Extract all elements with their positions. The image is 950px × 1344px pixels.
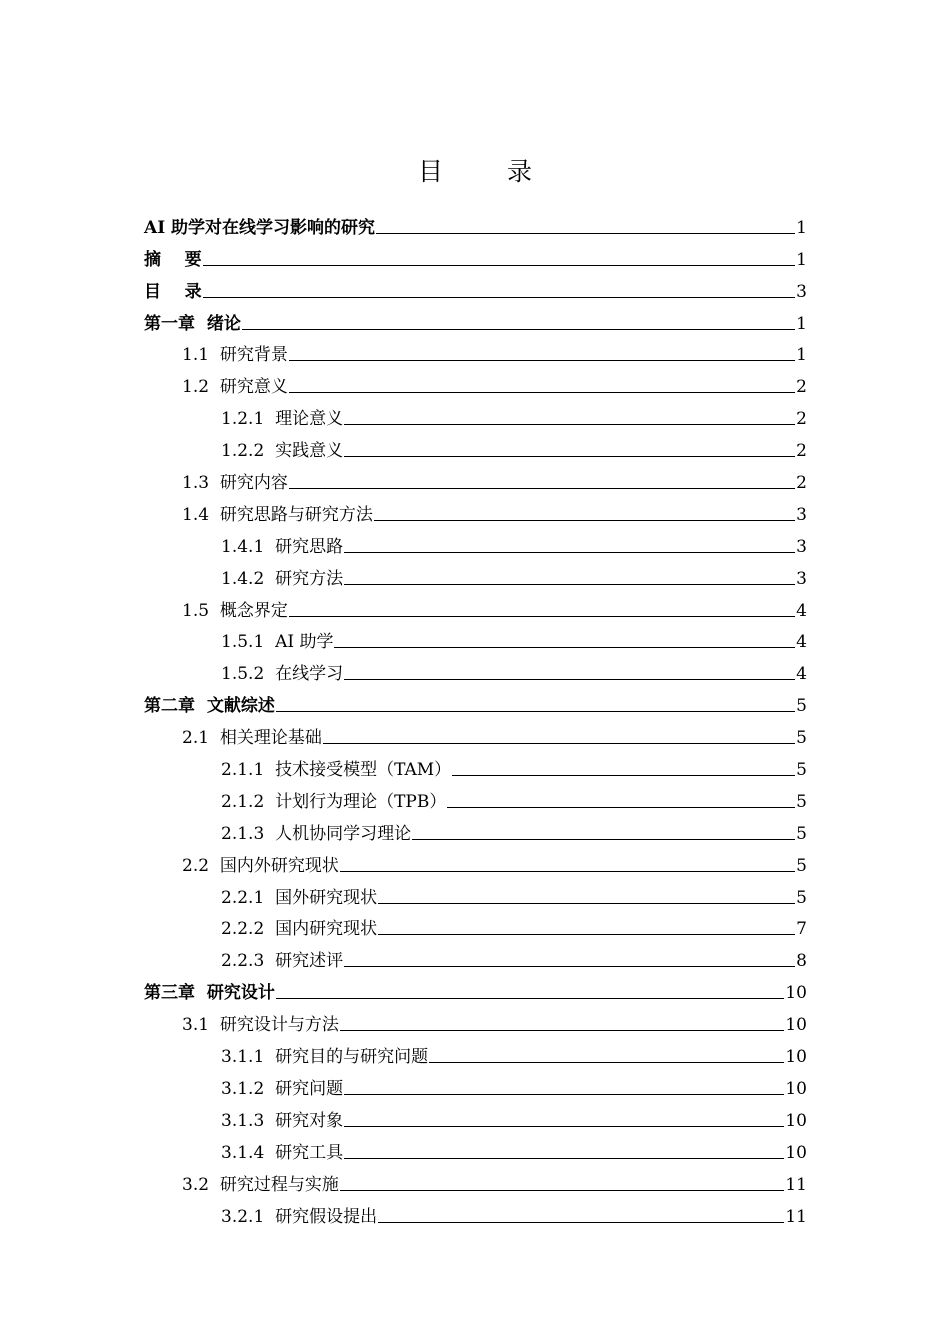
toc-entry[interactable] <box>144 971 807 1003</box>
toc-entry[interactable] <box>144 876 807 908</box>
toc-entry-page-number: 11 <box>785 1206 807 1227</box>
toc-entry[interactable] <box>144 1035 807 1067</box>
toc-leader-line <box>203 297 795 298</box>
toc-entry-label: 3.1 研究设计与方法 <box>182 1015 339 1036</box>
toc-entry-label: 1.5.1 AI 助学 <box>221 632 334 653</box>
toc-entry[interactable] <box>144 589 807 621</box>
toc-leader-line <box>242 329 795 330</box>
toc-entry-page-number: 10 <box>785 983 807 1004</box>
toc-entry-label: 目 录 <box>144 281 202 302</box>
toc-entry-label: 第三章 研究设计 <box>144 983 275 1004</box>
toc-entry-label: 1.4.1 研究思路 <box>221 536 344 557</box>
toc-entry[interactable] <box>144 270 807 302</box>
toc-entry-label: 2.1.2 计划行为理论（TPB） <box>221 791 447 812</box>
toc-leader-line <box>289 616 795 617</box>
toc-leader-line <box>340 1190 785 1191</box>
toc-entry-page-number: 10 <box>785 1015 807 1036</box>
toc-entry-page-number: 2 <box>796 441 807 462</box>
toc-entry[interactable] <box>144 302 807 334</box>
toc-entry-page-number: 5 <box>796 823 807 844</box>
toc-entry-label: 2.1.1 技术接受模型（TAM） <box>221 760 452 781</box>
toc-entry-page-number: 3 <box>796 504 807 525</box>
toc-leader-line <box>344 1158 784 1159</box>
toc-entry[interactable] <box>144 1195 807 1227</box>
toc-entry-label: 第二章 文献综述 <box>144 696 275 717</box>
toc-entry-page-number: 5 <box>796 855 807 876</box>
toc-entry-page-number: 5 <box>796 728 807 749</box>
toc-leader-line <box>447 807 795 808</box>
toc-entry[interactable] <box>144 397 807 429</box>
toc-entry[interactable] <box>144 939 807 971</box>
toc-entry-label: 1.2.2 实践意义 <box>221 441 344 462</box>
toc-entry-label: 第一章 绪论 <box>144 313 241 334</box>
toc-entry-page-number: 10 <box>785 1078 807 1099</box>
toc-entry-label: 2.2.2 国内研究现状 <box>221 919 378 940</box>
toc-entry[interactable] <box>144 716 807 748</box>
toc-entry-page-number: 10 <box>785 1110 807 1131</box>
toc-leader-line <box>452 775 795 776</box>
toc-entry-label: 2.1.3 人机协同学习理论 <box>221 823 412 844</box>
toc-entry-page-number: 11 <box>785 1174 807 1195</box>
toc-entry-label: 2.1 相关理论基础 <box>182 728 322 749</box>
toc-entry[interactable] <box>144 1099 807 1131</box>
toc-entry-page-number: 3 <box>796 281 807 302</box>
toc-leader-line <box>376 233 795 234</box>
toc-entry[interactable] <box>144 684 807 716</box>
toc-leader-line <box>344 679 795 680</box>
toc-leader-line <box>276 998 785 999</box>
toc-entry-page-number: 4 <box>796 664 807 685</box>
toc-entry-page-number: 3 <box>796 536 807 557</box>
toc-entry-label: 1.5 概念界定 <box>182 600 288 621</box>
toc-entry-label: 摘 要 <box>144 249 202 270</box>
toc-leader-line <box>344 456 795 457</box>
toc-entry[interactable] <box>144 206 807 238</box>
toc-entry-label: 1.4.2 研究方法 <box>221 568 344 589</box>
table-of-contents <box>144 206 807 1227</box>
toc-entry[interactable] <box>144 1003 807 1035</box>
toc-entry[interactable] <box>144 908 807 940</box>
toc-entry-page-number: 10 <box>785 1047 807 1068</box>
toc-leader-line <box>334 647 795 648</box>
toc-entry[interactable] <box>144 493 807 525</box>
toc-entry[interactable] <box>144 1131 807 1163</box>
toc-entry[interactable] <box>144 365 807 397</box>
toc-entry[interactable] <box>144 334 807 366</box>
toc-entry-page-number: 1 <box>796 313 807 334</box>
toc-entry[interactable] <box>144 1163 807 1195</box>
toc-entry-label: 3.1.1 研究目的与研究问题 <box>221 1047 429 1068</box>
toc-leader-line <box>378 903 795 904</box>
page-title: 目 录 <box>418 157 560 186</box>
toc-leader-line <box>289 392 795 393</box>
toc-entry-label: 2.2.1 国外研究现状 <box>221 887 378 908</box>
toc-entry-label: 3.1.4 研究工具 <box>221 1142 344 1163</box>
toc-leader-line <box>203 265 795 266</box>
toc-leader-line <box>323 743 795 744</box>
toc-leader-line <box>289 360 795 361</box>
toc-leader-line <box>344 1094 784 1095</box>
toc-entry-page-number: 1 <box>796 345 807 366</box>
toc-entry-page-number: 5 <box>796 760 807 781</box>
toc-leader-line <box>378 934 795 935</box>
toc-entry-page-number: 1 <box>796 217 807 238</box>
toc-leader-line <box>344 424 795 425</box>
toc-leader-line <box>378 1222 784 1223</box>
toc-entry-page-number: 4 <box>796 632 807 653</box>
toc-entry-page-number: 2 <box>796 409 807 430</box>
toc-entry-label: 3.2.1 研究假设提出 <box>221 1206 378 1227</box>
toc-leader-line <box>374 520 795 521</box>
toc-entry-label: 1.3 研究内容 <box>182 473 288 494</box>
toc-entry-label: 1.2.1 理论意义 <box>221 409 344 430</box>
toc-entry-page-number: 7 <box>796 919 807 940</box>
toc-entry[interactable] <box>144 812 807 844</box>
toc-entry-page-number: 8 <box>796 951 807 972</box>
toc-entry-label: 3.1.3 研究对象 <box>221 1110 344 1131</box>
toc-entry-page-number: 5 <box>796 791 807 812</box>
toc-leader-line <box>289 488 795 489</box>
toc-entry[interactable] <box>144 780 807 812</box>
toc-leader-line <box>340 871 795 872</box>
toc-entry[interactable] <box>144 621 807 653</box>
toc-leader-line <box>344 1126 784 1127</box>
toc-leader-line <box>429 1062 784 1063</box>
toc-entry[interactable] <box>144 429 807 461</box>
toc-entry-label: 1.5.2 在线学习 <box>221 664 344 685</box>
toc-leader-line <box>344 966 795 967</box>
toc-entry[interactable] <box>144 238 807 270</box>
toc-entry[interactable] <box>144 525 807 557</box>
toc-entry-page-number: 5 <box>796 696 807 717</box>
toc-entry-label: 3.1.2 研究问题 <box>221 1078 344 1099</box>
toc-entry[interactable] <box>144 461 807 493</box>
toc-entry-page-number: 2 <box>796 473 807 494</box>
toc-leader-line <box>344 584 795 585</box>
toc-entry-label: 1.2 研究意义 <box>182 377 288 398</box>
toc-entry[interactable] <box>144 844 807 876</box>
toc-entry-label: 1.1 研究背景 <box>182 345 288 366</box>
toc-entry-page-number: 4 <box>796 600 807 621</box>
toc-leader-line <box>340 1030 785 1031</box>
toc-entry-page-number: 10 <box>785 1142 807 1163</box>
toc-entry[interactable] <box>144 557 807 589</box>
toc-entry-label: AI 助学对在线学习影响的研究 <box>144 217 376 238</box>
toc-entry-label: 2.2.3 研究述评 <box>221 951 344 972</box>
toc-entry-page-number: 5 <box>796 887 807 908</box>
toc-entry-page-number: 2 <box>796 377 807 398</box>
toc-entry-page-number: 1 <box>796 249 807 270</box>
toc-leader-line <box>344 552 795 553</box>
toc-entry[interactable] <box>144 1067 807 1099</box>
toc-leader-line <box>276 711 795 712</box>
toc-leader-line <box>412 839 795 840</box>
toc-entry[interactable] <box>144 748 807 780</box>
toc-entry-page-number: 3 <box>796 568 807 589</box>
toc-entry[interactable] <box>144 652 807 684</box>
toc-entry-label: 3.2 研究过程与实施 <box>182 1174 339 1195</box>
toc-entry-label: 2.2 国内外研究现状 <box>182 855 339 876</box>
toc-entry-label: 1.4 研究思路与研究方法 <box>182 504 373 525</box>
